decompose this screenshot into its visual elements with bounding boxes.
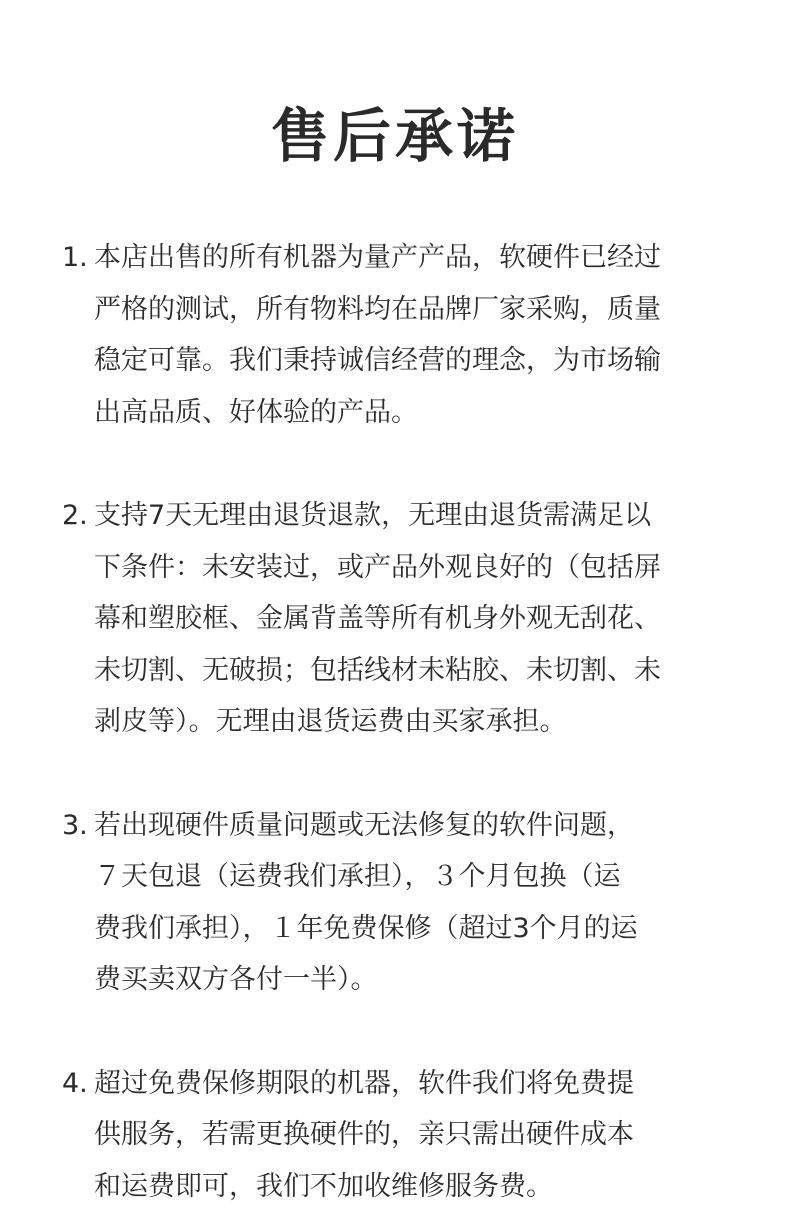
- term-line: 若出现硬件质量问题或无法修复的软件问题，: [94, 809, 634, 841]
- term-line: 和运费即可，我们不加收维修服务费。: [94, 1170, 553, 1202]
- term-line: 下条件：未安装过，或产品外观良好的（包括屏: [94, 551, 661, 583]
- term-line: 严格的测试，所有物料均在品牌厂家采购，质量: [94, 293, 661, 325]
- term-number: 4.: [62, 1067, 88, 1099]
- term-item-1: [62, 232, 722, 438]
- term-line: 剥皮等）。无理由退货运费由买家承担。: [94, 706, 567, 737]
- term-line: 供服务，若需更换硬件的，亲只需出硬件成本: [94, 1119, 634, 1150]
- page-title: 售后承诺: [270, 102, 519, 170]
- term-item-2: [62, 490, 722, 748]
- term-line: 稳定可靠。我们秉持诚信经营的理念，为市场输: [94, 345, 661, 376]
- term-number: 2.: [62, 500, 88, 531]
- term-line: 幕和塑胶框、金属背盖等所有机身外观无刮花、: [94, 603, 661, 634]
- term-line: 超过免费保修期限的机器，软件我们将免费提: [94, 1067, 634, 1099]
- term-line: ７天包退（运费我们承担），３个月包换（运: [94, 861, 621, 892]
- term-line: 出高品质、好体验的产品。: [94, 396, 418, 428]
- term-line: 本店出售的所有机器为量产产品，软硬件已经过: [94, 242, 661, 273]
- terms-list: [62, 232, 722, 1212]
- term-line: 未切割、无破损；包括线材未粘胶、未切割、未: [94, 654, 661, 686]
- term-line: 费我们承担），１年免费保修（超过3个月的运: [94, 912, 638, 944]
- term-number: 3.: [62, 809, 88, 841]
- term-item-4: [62, 1058, 722, 1213]
- term-line: 支持7天无理由退货退款，无理由退货需满足以: [94, 500, 652, 531]
- term-number: 1.: [62, 242, 88, 273]
- term-line: 费买卖双方各付一半）。: [94, 964, 378, 995]
- term-item-3: [62, 800, 722, 1006]
